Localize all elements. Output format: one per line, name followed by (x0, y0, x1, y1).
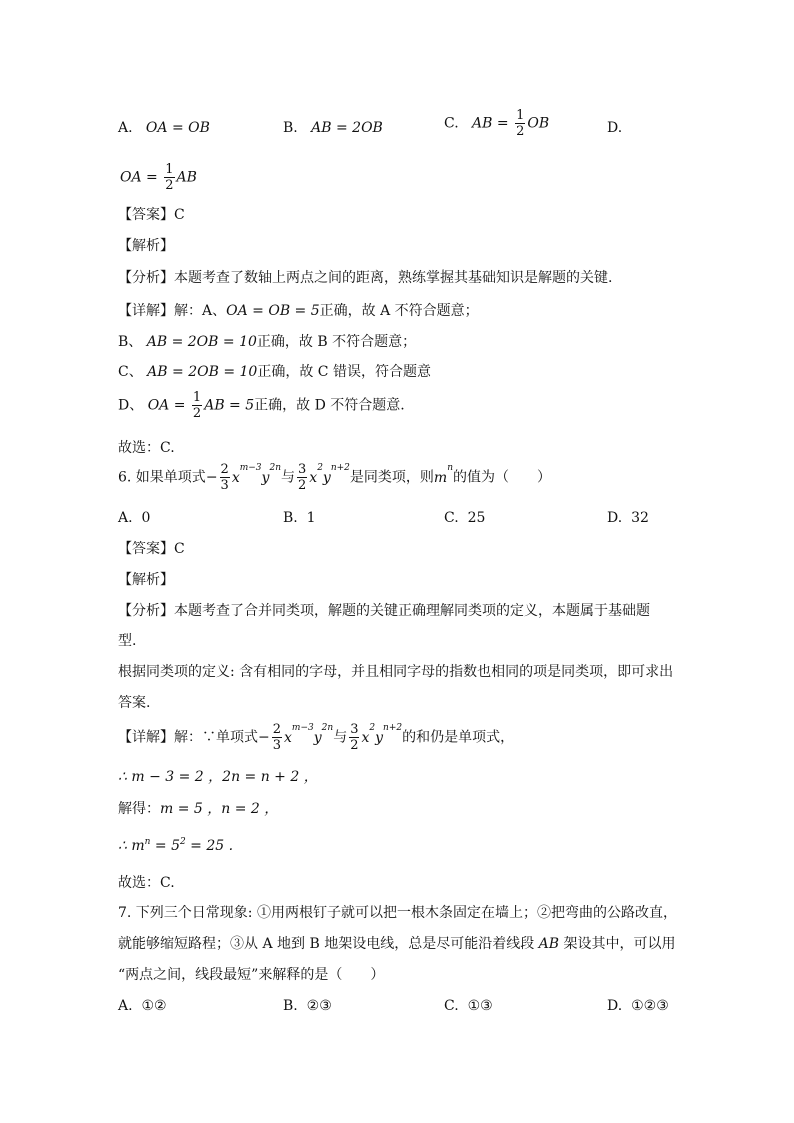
q7-stem-3: “两点之间，线段最短”来解释的是（ ） (118, 967, 385, 983)
q6-fenxi-1: 【分析】本题考查了合并同类项，解题的关键正确理解同类项的定义，本题属于基础题 (118, 603, 650, 619)
q6-option-d: D. 32 (607, 510, 649, 526)
q7-stem-2: 就能够缩短路程；③从 A 地到 B 地架设电线，总是尽可能沿着线段 AB 架设其中，可以用 (118, 936, 676, 952)
fraction: $\frac{2}{3}$ (272, 722, 282, 753)
q5-fenxi: 【分析】本题考查了数轴上两点之间的距离，熟练掌握其基础知识是解题的关键. (118, 270, 613, 286)
q6-stem: 6. 如果单项式− $\frac{2}{3}$ $x^{m-3}y^{2n}$与 $\frac{3}{2}$ $x^2y^{n+2}$是同类项，则$m^n$的值为（ ） (118, 462, 551, 493)
q6-option-b: B. 1 (283, 510, 316, 526)
q5-detail-d: D、 OA = $\frac{1}{2}$ AB = 5正确，故 D 不符合题意. (118, 390, 405, 421)
fraction: $\frac{1}{2}$ (165, 162, 174, 193)
q5-analysis-label: 【解析】 (118, 238, 174, 254)
fraction: $\frac{2}{3}$ (220, 462, 229, 493)
q6-option-c: C. 25 (444, 510, 486, 526)
q6-conclusion: 故选：C. (118, 875, 175, 891)
q5-option-d: OA = $\frac{1}{2}$ AB (120, 162, 197, 193)
q5-option-c: C. AB = $\frac{1}{2}$ OB (444, 108, 550, 139)
q5-detail-c: C、 AB = 2OB = 10正确，故 C 错误，符合题意 (118, 364, 431, 380)
q6-def-2: 答案. (118, 695, 151, 711)
q5-option-d-letter: D. (607, 120, 623, 136)
fraction: $\frac{1}{2}$ (516, 108, 525, 139)
fraction: $\frac{1}{2}$ (192, 390, 202, 421)
q5-option-a: A. OA = OB (118, 120, 210, 136)
q5-option-b: B. AB = 2OB (283, 120, 383, 136)
q6-eq1: ∴ m − 3 = 2 ，2n = n + 2 ， (118, 769, 318, 785)
q7-option-b: B. ②③ (283, 998, 332, 1014)
q5-detail-a: 【详解】解：A、OA = OB = 5正确，故 A 不符合题意； (118, 303, 479, 319)
q7-option-a: A. ①② (118, 998, 167, 1014)
q6-fenxi-2: 型. (118, 633, 137, 649)
q7-option-c: C. ①③ (444, 998, 493, 1014)
fraction: $\frac{3}{2}$ (350, 722, 359, 753)
q6-option-a: A. 0 (118, 510, 151, 526)
q6-eq3: ∴ $m^n = 5^2 = 25$ . (118, 837, 234, 854)
q7-option-d: D. ①②③ (607, 998, 669, 1014)
q6-analysis-label: 【解析】 (118, 572, 174, 588)
q7-stem-1: 7. 下列三个日常现象: ①用两根钉子就可以把一根木条固定在墙上；②把弯曲的公路改直， (118, 905, 677, 921)
fraction: $\frac{3}{2}$ (298, 462, 307, 493)
q5-answer: 【答案】C (118, 207, 185, 223)
q6-def-1: 根据同类项的定义: 含有相同的字母，并且相同字母的指数也相同的项是同类项，即可求出 (118, 664, 674, 680)
q5-conclusion: 故选：C. (118, 440, 175, 456)
q6-answer: 【答案】C (118, 541, 185, 557)
q6-detail: 【详解】解：∵单项式− $\frac{2}{3}$ $x^{m-3}y^{2n}$与 $\frac{3}{2}$ $x^2y^{n+2}$的和仍是单项式， (118, 722, 515, 753)
q5-detail-b: B、 AB = 2OB = 10正确，故 B 不符合题意； (118, 334, 417, 350)
q6-eq2: 解得：m = 5 ，n = 2 ， (118, 801, 279, 817)
